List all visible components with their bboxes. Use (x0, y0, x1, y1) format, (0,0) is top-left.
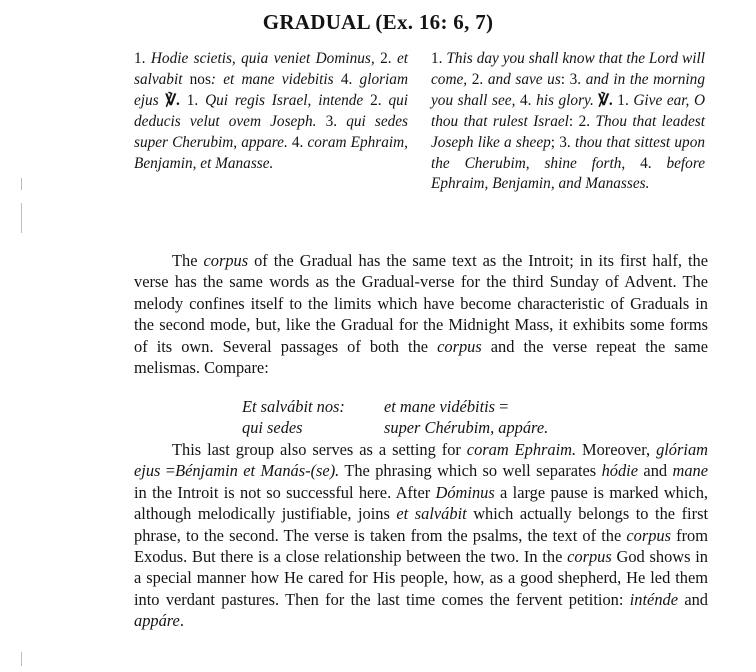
text-span: Moreover, (576, 440, 657, 459)
latin-span: 2. (370, 91, 389, 109)
english-span: 4. (520, 91, 537, 109)
emphasis: corpus (437, 336, 482, 356)
latin-span: nos (189, 70, 211, 88)
english-span: : (568, 112, 579, 130)
comparison-row (242, 417, 602, 438)
latin-span: 4. (291, 133, 308, 151)
latin-text-column (134, 49, 408, 174)
latin-span: 1. (134, 50, 151, 67)
english-span: his glory. (536, 91, 599, 109)
scan-margin-mark (21, 203, 22, 233)
versicle-symbol: ℣. (165, 91, 180, 109)
comparison-right (384, 396, 508, 417)
english-span: 2. (578, 112, 596, 130)
text-span: and (678, 589, 708, 609)
emphasis: corpus (626, 525, 671, 545)
emphasis: mane (672, 461, 708, 481)
comparison-left: qui sedes (242, 418, 303, 438)
comparison-left: Et salvábit nos: (242, 397, 345, 416)
english-span: and in the morning you shall see, (431, 70, 705, 109)
english-span: thou that sittest upon the Cherubim, shine forth (431, 133, 705, 172)
comparison-row (242, 396, 602, 417)
emphasis: glóriam ejus (134, 440, 708, 481)
english-span: Thou that leadest Joseph like a sheep (431, 112, 706, 151)
comparison-right: super Chérubim, appáre. (384, 418, 549, 438)
text-span: and the verse repeat the same melismas. Compare: (134, 336, 708, 378)
melisma-comparison (242, 396, 602, 439)
page-title: GRADUAL (Ex. 16: 6, 7) (262, 10, 494, 34)
emphasis: Bénjamin et Manás-(se). (175, 461, 340, 481)
latin-span: 1. (179, 91, 206, 109)
latin-span: : et mane videbitis (210, 70, 341, 88)
commentary-paragraph (134, 439, 708, 632)
text-span: in the Introit is not so successful here. After (134, 482, 436, 502)
emphasis: coram Ephraim. (466, 440, 577, 459)
emphasis: corpus (567, 547, 612, 567)
emphasis: appáre (134, 611, 180, 631)
english-span: 2. (471, 70, 488, 88)
latin-span: 3. (325, 112, 347, 130)
text-span: = (160, 461, 176, 481)
latin-span: gloriam ejus (134, 70, 408, 109)
text-span: from Exodus. But there is a close relationship between the two. In the (134, 525, 708, 567)
commentary-paragraph (134, 250, 708, 378)
comparison-right-text: et mane vidébitis (384, 397, 496, 416)
english-span: , (621, 154, 641, 172)
text-span: The (172, 251, 204, 270)
text-span: and (638, 461, 673, 481)
text-span: . (179, 611, 184, 631)
equals-sign: = (495, 397, 509, 416)
latin-span: qui deducis velut ovem Joseph. (134, 91, 408, 130)
english-span: before Ephraim, Benjamin, and Manasses. (431, 154, 705, 193)
text-span: of the Gradual has the same text as the Introit; in its first half, the verse has the same words as the Gradual-verse for the third Sunday of Advent. The melody confines itself to the limits which have become characteristic of Graduals in the second mode, but, like the Gradual for the Midnight Mass, it exhibits some forms of its own. Several passages of both the (134, 251, 708, 356)
latin-span: Hodie scietis, quia veniet Dominus, (150, 50, 381, 67)
latin-span: et salvabit (134, 50, 409, 88)
latin-span: 2. (380, 50, 397, 67)
english-span: 4. (640, 154, 667, 172)
versicle-symbol: ℣. (598, 91, 613, 109)
english-text-column (431, 49, 705, 195)
text-span: which actually belongs to the first phrase, to the second. The verse is taken from the psalms, the text of the (134, 504, 709, 545)
english-span: Give ear, O thou that rulest Israel (431, 91, 706, 130)
english-span: and save us (487, 70, 561, 88)
latin-span: coram Ephraim, Benjamin, et Manasse. (134, 133, 409, 172)
english-span: ; (550, 133, 560, 151)
emphasis: corpus (203, 251, 249, 270)
emphasis: et salvábit (396, 504, 467, 524)
english-span: This day you shall know that the Lord will come, (431, 50, 706, 88)
latin-span: 4. (340, 70, 360, 88)
emphasis: Dóminus (435, 482, 495, 502)
emphasis: inténde (629, 589, 678, 609)
commentary-block-2 (134, 439, 708, 632)
text-span: a large pause is marked which, although melodically justifiable, joins (134, 482, 708, 524)
scan-margin-mark (21, 652, 22, 666)
english-span: 3. (569, 70, 586, 88)
text-span: God shows in a special manner how He cared for His people, how, as a good shepherd, He led them into verdant pastures. Then for the last time comes the fervent petition: (134, 547, 708, 609)
text-span: The phrasing which so well separates (339, 461, 602, 481)
text-span: This last group also serves as a setting for (172, 440, 467, 459)
english-span: : (560, 70, 570, 88)
english-span: 1. (612, 91, 634, 109)
scan-margin-mark (21, 178, 22, 190)
english-span: 1. (431, 50, 447, 67)
emphasis: hódie (601, 461, 639, 481)
commentary-block-1 (134, 250, 708, 378)
latin-span: qui sedes super Cherubim, appare. (134, 112, 409, 151)
english-span: 3. (559, 133, 575, 151)
latin-span: Qui regis Israel, intende (205, 91, 371, 109)
